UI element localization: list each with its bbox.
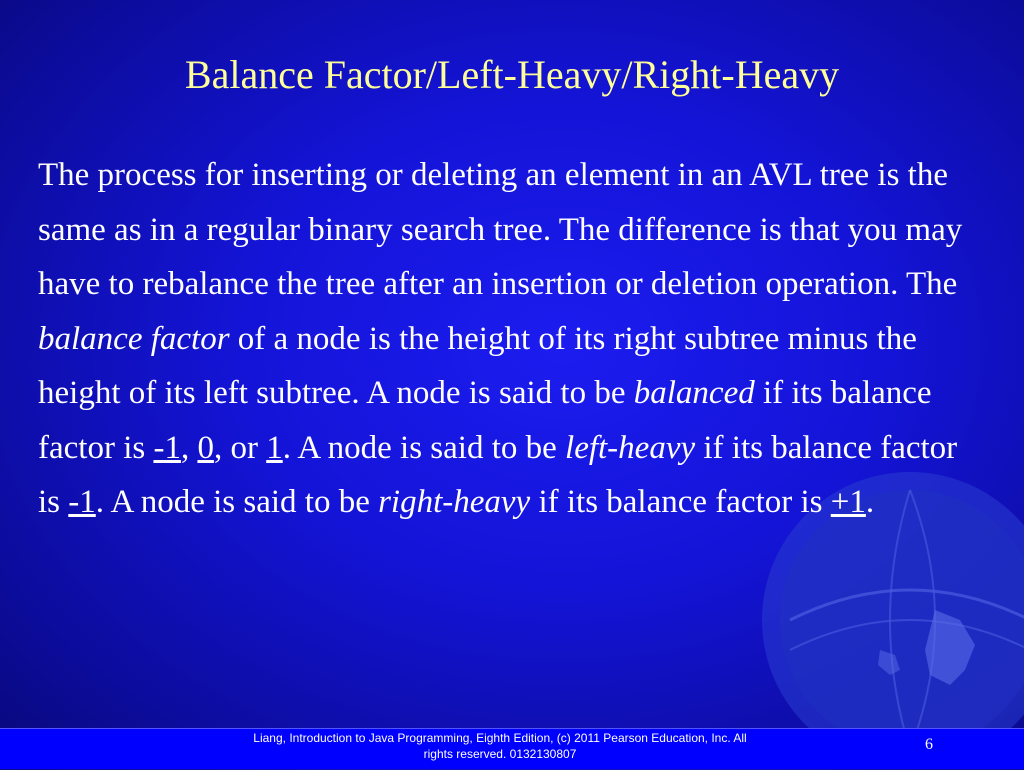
body-text-segment: . xyxy=(865,484,875,520)
value-minus-one: -1 xyxy=(153,429,181,466)
term-balanced: balanced xyxy=(633,375,755,411)
term-left-heavy: left-heavy xyxy=(565,429,696,466)
value-one: 1 xyxy=(266,429,283,466)
value-plus-one: +1 xyxy=(830,484,866,520)
value-zero: 0 xyxy=(197,429,214,466)
slide-body xyxy=(38,148,978,530)
page-number: 6 xyxy=(925,736,933,753)
body-text-segment: , xyxy=(180,429,198,466)
body-text-segment: , or xyxy=(213,429,267,466)
footer-copyright xyxy=(200,730,800,762)
body-text-segment: of a node is the height of its right subtree minus the height of its left subtree. A node is said to be xyxy=(38,320,917,411)
term-right-heavy: right-heavy xyxy=(378,484,531,520)
footer-line-1: Liang, Introduction to Java Programming, Eighth Edition, (c) 2011 Pearson Education, Inc. All xyxy=(253,731,747,745)
term-balance-factor: balance factor xyxy=(38,320,230,357)
body-text-segment: The process for inserting or deleting an element in an AVL tree is the same as in a regular binary search tree. The difference is that you may have to rebalance the tree after an insertion or deletion operation. The xyxy=(38,157,963,302)
body-text-segment: . A node is said to be xyxy=(282,429,566,466)
slide-title: Balance Factor/Left-Heavy/Right-Heavy xyxy=(184,52,840,97)
value-minus-one-left-heavy: -1 xyxy=(68,484,96,520)
body-text-segment: if its balance factor is xyxy=(38,429,958,520)
body-text-segment: if its balance factor is xyxy=(530,484,831,520)
footer-line-2: rights reserved. 0132130807 xyxy=(423,747,577,761)
body-text-segment: . A node is said to be xyxy=(95,484,379,520)
body-text-segment: if its balance factor is xyxy=(38,375,932,466)
